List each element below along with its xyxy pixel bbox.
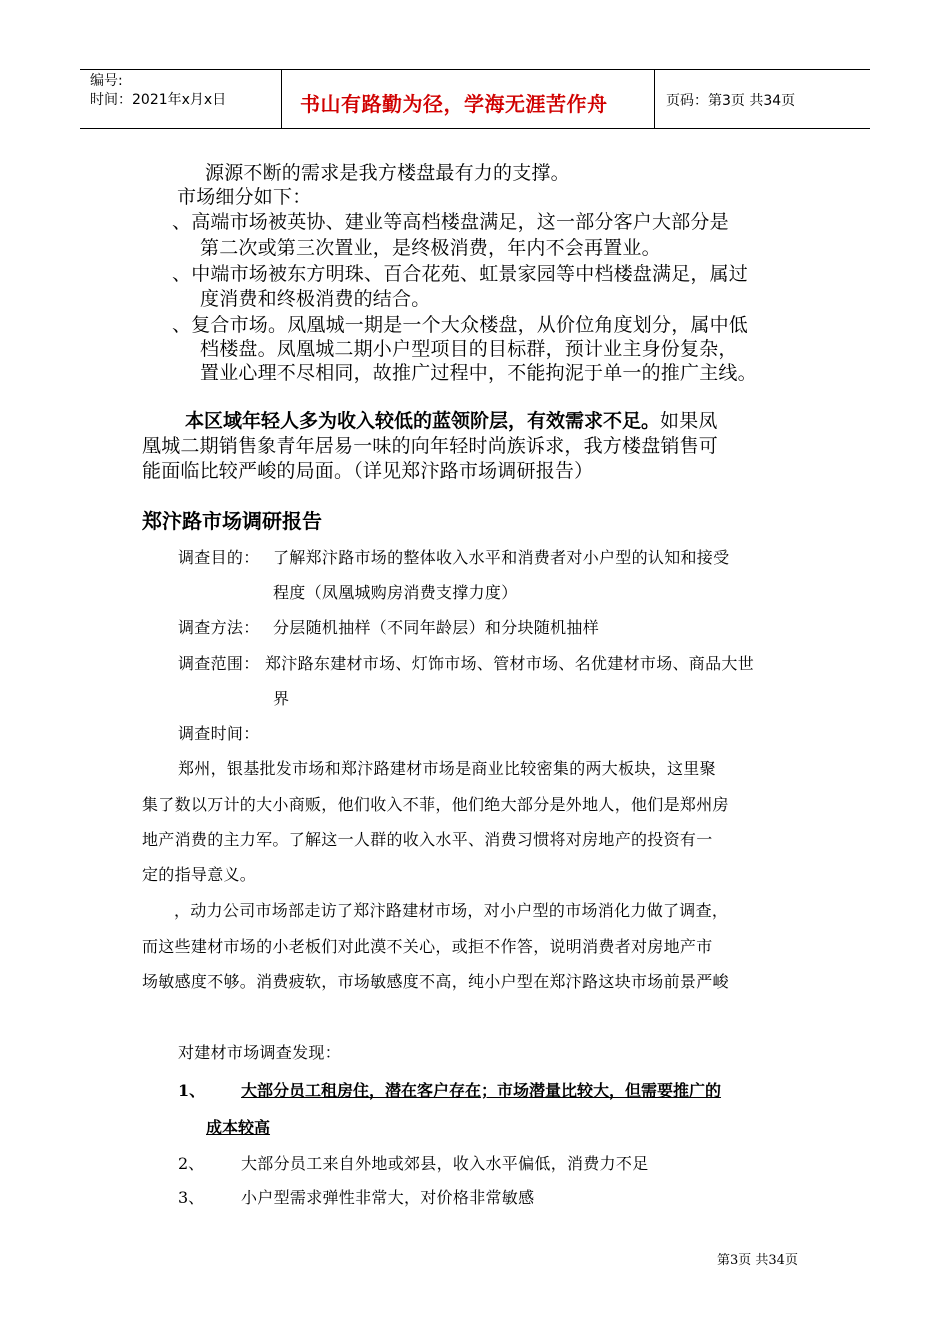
scope-text-line1: 郑汴路东建材市场、灯饰市场、管材市场、名优建材市场、商品大世 <box>265 654 755 673</box>
market-segment-title: 市场细分如下： <box>177 186 312 208</box>
report-p2-line3: 场敏感度不够。消费疲软，市场敏感度不高，纯小户型在郑汴路这块市场前景严峻 <box>142 972 729 991</box>
report-p1-line2: 集了数以万计的大小商贩，他们收入不菲，他们绝大部分是外地人，他们是郑州房 <box>142 795 729 814</box>
report-p2-line2: 而这些建材市场的小老板们对此漠不关心，或拒不作答，说明消费者对房地产市 <box>142 937 713 956</box>
region-line1-rest: 如果凤 <box>660 410 718 432</box>
header-top-rule <box>80 69 870 70</box>
report-p1-line3: 地产消费的主力军。了解这一人群的收入水平、消费习惯将对房地产的投资有一 <box>142 830 713 849</box>
purpose-text-line1: 了解郑汴路市场的整体收入水平和消费者对小户型的认知和接受 <box>273 548 730 567</box>
header-time-label: 时间：2021年x月x日 <box>90 92 227 108</box>
segment-mid-line1: 、中端市场被东方明珠、百合花苑、虹景家园等中档楼盘满足，属过 <box>172 263 749 285</box>
method-text: 分层随机抽样（不同年龄层）和分块随机抽样 <box>273 618 600 637</box>
purpose-label: 调查目的： <box>178 548 260 567</box>
header-divider-left <box>281 70 282 128</box>
findings-title: 对建材市场调查发现： <box>178 1043 342 1062</box>
scope-text-line2: 界 <box>273 689 290 708</box>
finding-3-text: 小户型需求弹性非常大，对价格非常敏感 <box>241 1188 535 1207</box>
region-bold-statement: 本区域年轻人多为收入较低的蓝领阶层，有效需求不足。 <box>185 410 661 432</box>
header-divider-right <box>654 70 655 128</box>
section1-line0: 源源不断的需求是我方楼盘最有力的支撑。 <box>205 162 570 184</box>
survey-time-label: 调查时间： <box>178 724 260 743</box>
segment-mid-line2: 度消费和终极消费的结合。 <box>200 288 431 310</box>
finding-1-line1: 大部分员工租房住，潜在客户存在；市场潜量比较大，但需要推广的 <box>241 1081 722 1100</box>
purpose-text-line2: 程度（凤凰城购房消费支撑力度） <box>273 583 518 602</box>
segment-composite-line1: 、复合市场。凤凰城一期是一个大众楼盘，从价位角度划分，属中低 <box>172 314 749 336</box>
header-page-label: 页码：第3页 共34页 <box>666 93 796 109</box>
header-motto: 书山有路勤为径，学海无涯苦作舟 <box>300 92 608 116</box>
scope-label: 调查范围： <box>178 654 260 673</box>
region-paragraph-line2: 凰城二期销售象青年居易一味的向年轻时尚族诉求，我方楼盘销售可 <box>142 435 719 457</box>
finding-1-number: 1、 <box>178 1081 206 1100</box>
segment-composite-line3: 置业心理不尽相同，故推广过程中，不能拘泥于单一的推广主线。 <box>200 362 757 384</box>
segment-high-line2: 第二次或第三次置业，是终极消费，年内不会再置业。 <box>200 237 661 259</box>
segment-composite-line2: 档楼盘。凤凰城二期小户型项目的目标群，预计业主身份复杂， <box>200 338 738 360</box>
finding-2-number: 2、 <box>178 1154 205 1173</box>
segment-high-line1: 、高端市场被英协、建业等高档楼盘满足，这一部分客户大部分是 <box>172 211 729 233</box>
finding-1-line2: 成本较高 <box>206 1118 271 1137</box>
report-title: 郑汴路市场调研报告 <box>142 509 322 533</box>
report-p2-line1: ，动力公司市场部走访了郑汴路建材市场，对小户型的市场消化力做了调查， <box>174 901 729 920</box>
footer-page-number: 第3页 共34页 <box>717 1253 798 1268</box>
region-paragraph-line3: 能面临比较严峻的局面。（详见郑汴路市场调研报告） <box>142 460 594 482</box>
header-number-label: 编号: <box>90 73 123 89</box>
method-label: 调查方法： <box>178 618 260 637</box>
report-p1-line4: 定的指导意义。 <box>142 865 257 884</box>
report-p1-line1: 郑州，银基批发市场和郑汴路建材市场是商业比较密集的两大板块，这里聚 <box>178 759 716 778</box>
region-paragraph-line1 <box>185 406 718 433</box>
finding-2-text: 大部分员工来自外地或郊县，收入水平偏低，消费力不足 <box>241 1154 649 1173</box>
header-bottom-rule <box>80 128 870 129</box>
finding-3-number: 3、 <box>178 1188 205 1207</box>
